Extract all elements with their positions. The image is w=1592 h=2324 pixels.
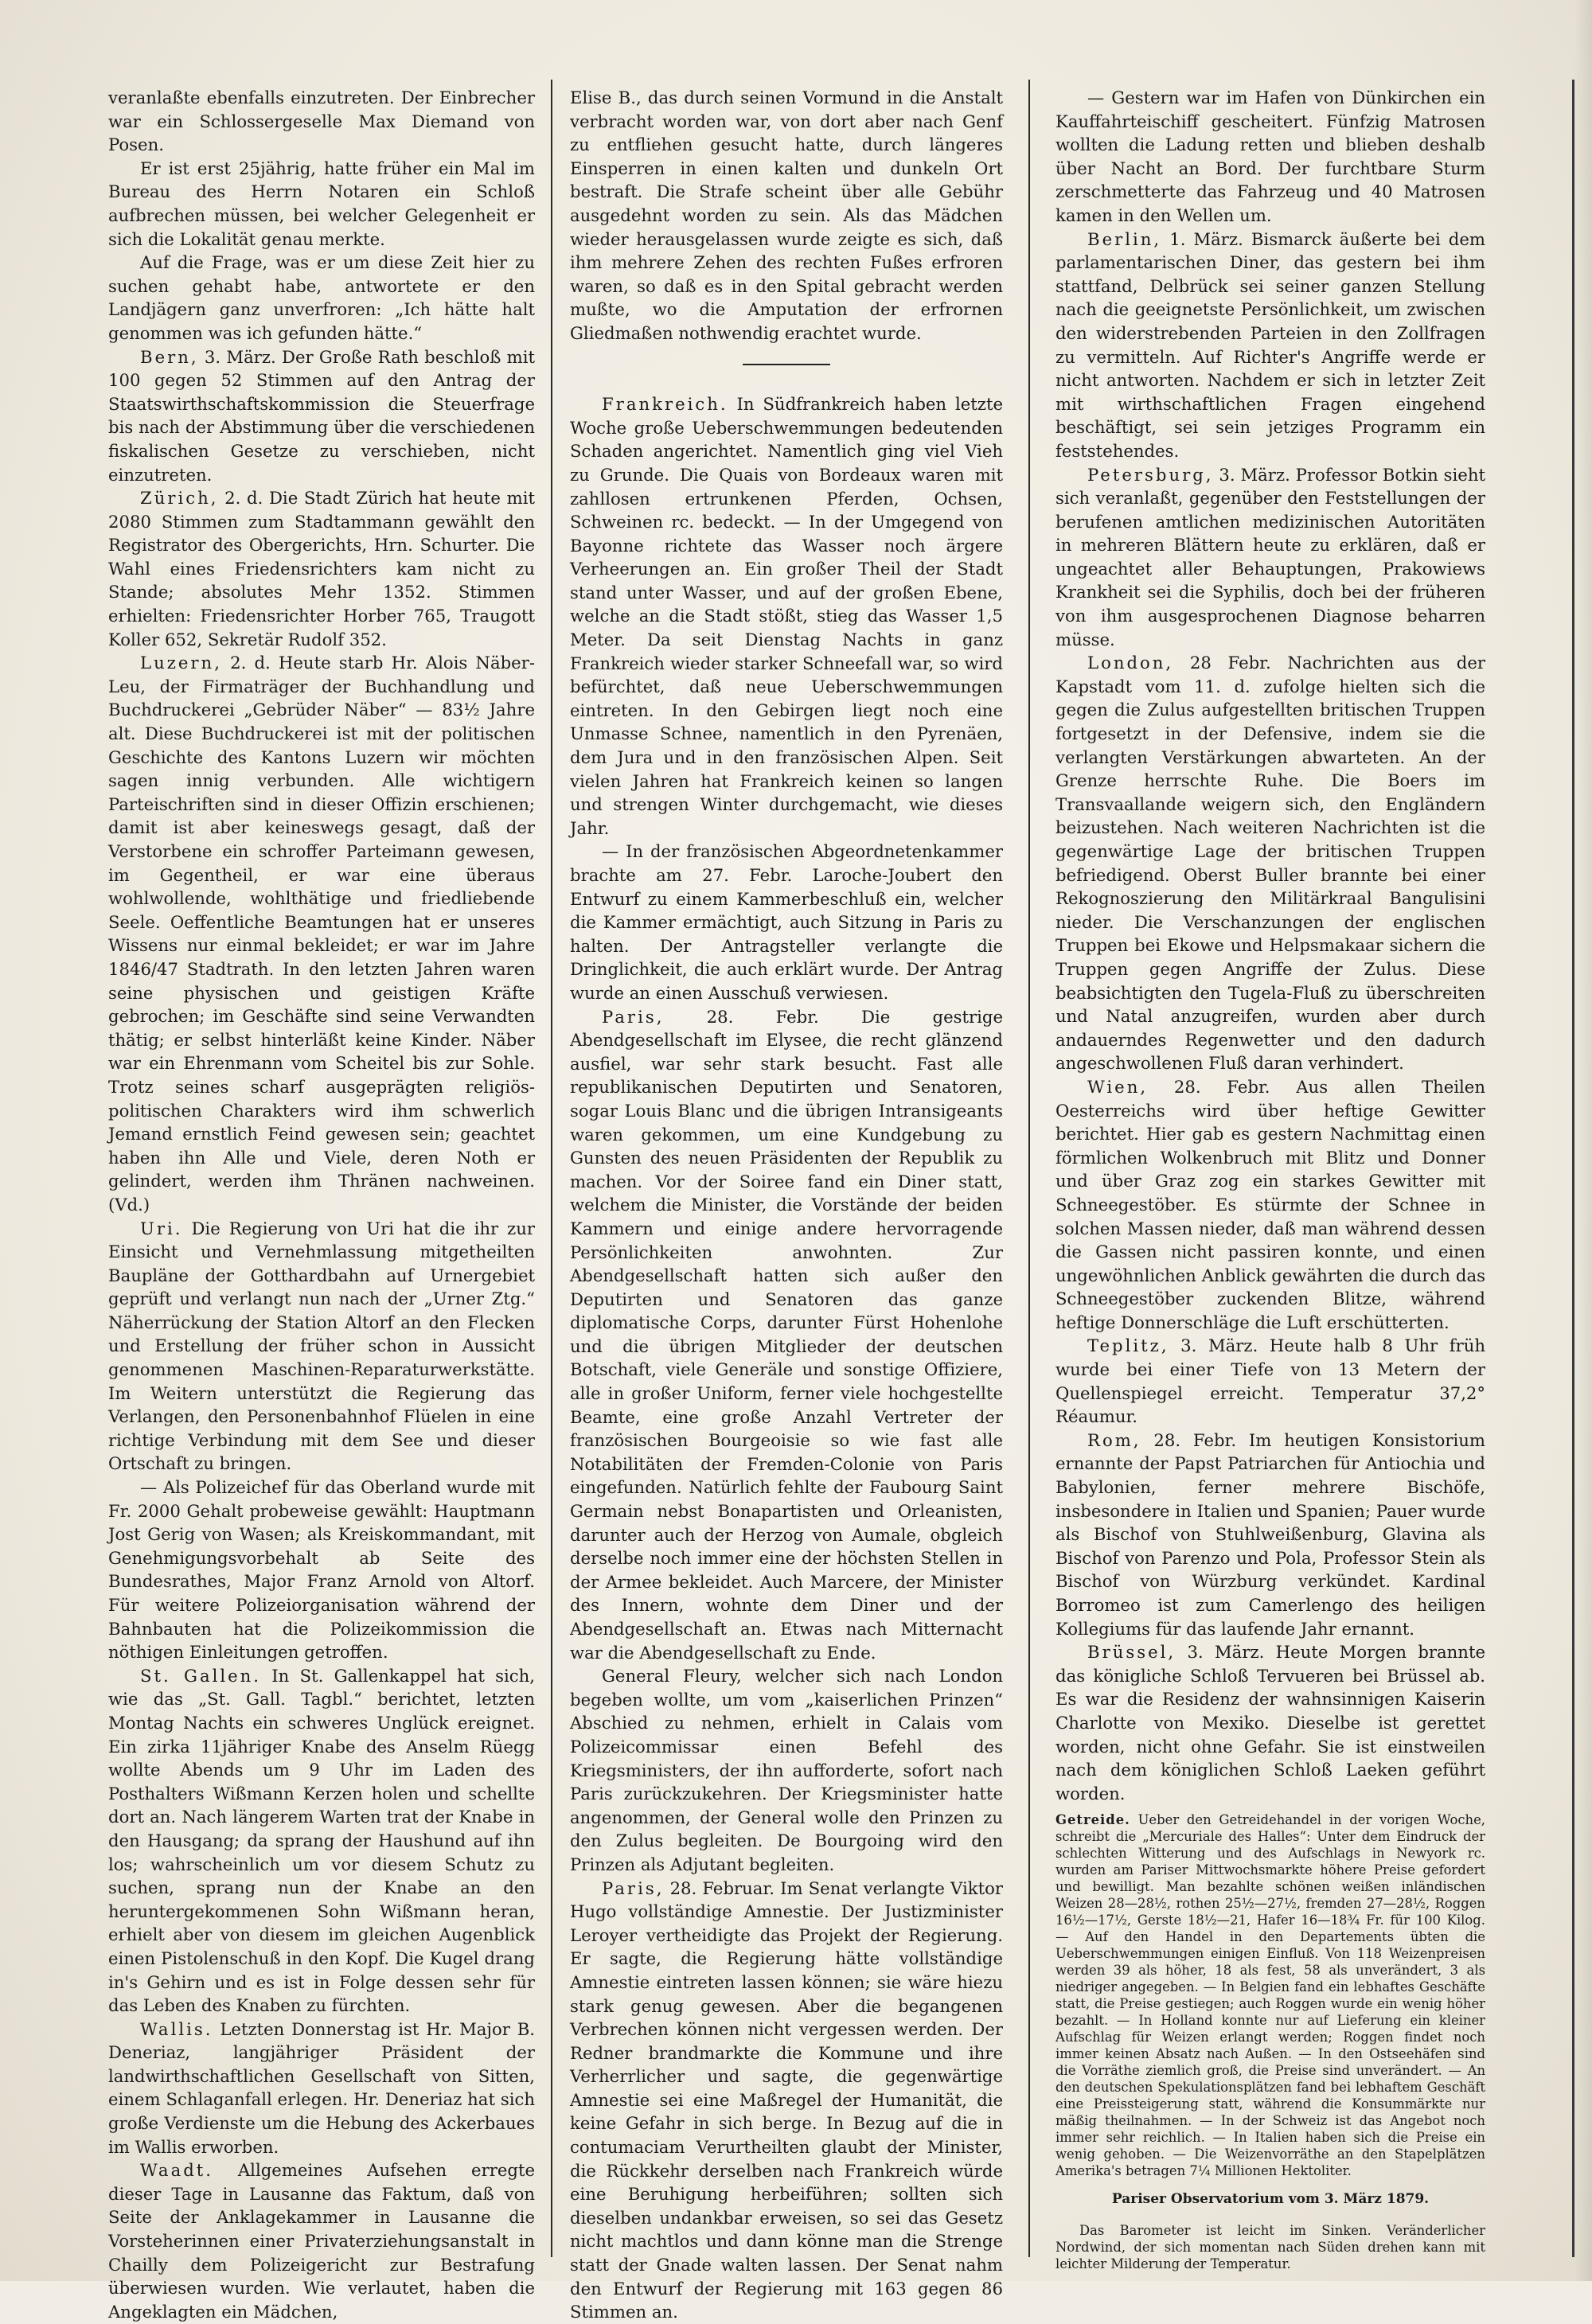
dateline-place: Rom,	[1087, 1429, 1141, 1450]
dateline-place: St. Gallen.	[140, 1665, 262, 1686]
paragraph-text: — Als Polizeichef für das Oberland wurde mit Fr. 2000 Gehalt probeweise gewählt: Hauptmann Jost Gerig von Wasen; als Kreiskommandant, mit Genehmigungsvorbehalt ab Seite des Bundesrathes, Major Franz Arnold von Altorf. Für weitere Polizeiorganisation während der Bahnbauten hat die Polizeikommission die nöthigen Einleitungen getroffen.	[108, 1477, 535, 1663]
dateline-place: Zürich,	[140, 488, 219, 509]
paragraph-text: — Gestern war im Hafen von Dünkirchen ein Kauffahrteischiff gescheitert. Fünfzig Matrosen wollten die Ladung retten und blieben deshalb über Nacht an Bord. Der furchtbare Sturm zerschmetterte das Fahrzeug und 40 Matrosen kamen in den Wellen um.	[1055, 88, 1485, 225]
news-paragraph	[570, 1005, 1003, 1665]
paragraph-text: — In der französischen Abgeordnetenkammer brachte am 27. Febr. Laroche-Joubert den Entwurf zu einem Kammerbeschluß ein, welcher die Kammer ermächtigt, auch Sitzung in Paris zu halten. Der Antragsteller verlangte die Dringlichkeit, die auch erklärt wurde. Der Antrag wurde an einen Ausschuß verwiesen.	[570, 841, 1003, 1003]
dateline-place: Paris,	[602, 1878, 665, 1898]
news-paragraph	[108, 2018, 535, 2159]
dateline-place: Brüssel,	[1087, 1642, 1176, 1663]
dateline-place: Luzern,	[140, 653, 222, 673]
news-paragraph	[108, 486, 535, 651]
news-paragraph	[570, 86, 1003, 345]
paragraph-text: 2. d. Heute starb Hr. Alois Näber-Leu, der Firmaträger der Buchhandlung und Buchdruckerei „Gebrüder Näber“ — 83½ Jahre alt. Diese Buchdruckerei ist mit der politischen Geschichte des Kantons Luzern wir möchten sagen innig verbunden. Alle wichtigern Parteischriften sind in dieser Offizin erschienen; damit ist aber keineswegs gesagt, daß der Verstorbene ein schroffer Parteimann gewesen, im Gegentheil, er war eine überaus wohlwollende, wohlthätige und friedliebende Seele. Oeffentliche Beamtungen hat er unseres Wissens nur einmal bekleidet; er war im Jahre 1846/47 Stadtrath. In den letzten Jahren waren seine physischen und geistigen Kräfte gebrochen; im Geschäfte sind seine Verwandten thätig; er selbst hinterläßt keine Kinder. Näber war ein Ehrenmann vom Scheitel bis zur Sohle. Trotz seines scharf ausgeprägten religiös-politischen Charakters wird ihm schwerlich Jemand ernstlich Feind gewesen sein; geachtet haben ihn Alle und Viele, deren Noth er gelindert, werden ihm Thränen nachweinen. (Vd.)	[108, 653, 535, 1215]
news-paragraph	[108, 345, 535, 487]
news-paragraph	[1055, 1429, 1485, 1640]
paragraph-text: 28. Febr. Aus allen Theilen Oesterreichs wird über heftige Gewitter berichtet. Hier gab es gestern Nachmittag einen förmlichen Wolkenbruch mit Blitz und Donner und über Graz zog ein starkes Gewitter mit Schneegestöber. Es stürmte der Schnee in solchen Massen nieder, daß man während dessen die Gassen nicht passiren konnte, und einen ungewöhnlichen Anblick gewährten die durch das Schneegestöber zuckenden Blitze, während heftige Donnerschläge die Luft erschütterten.	[1055, 1076, 1485, 1332]
news-paragraph	[108, 1476, 535, 1664]
news-paragraph	[108, 157, 535, 251]
column-3	[1055, 86, 1485, 2271]
news-paragraph	[108, 1217, 535, 1476]
dateline-place: Berlin,	[1087, 228, 1162, 249]
news-paragraph	[1055, 651, 1485, 1075]
paragraph-text: In Südfrankreich haben letzte Woche große Ueberschwemmungen bedeutenden Schaden angerichtet. Namentlich ging viel Vieh zu Grunde. Die Quais von Bordeaux waren mit zahllosen ertrunkenen Pferden, Ochsen, Schweinen rc. bedeckt. — In der Umgegend von Bayonne richtete das Wasser noch ärgere Verheerungen an. Ein großer Theil der Stadt stand unter Wasser, und auf der großen Ebene, welche an die Stadt stößt, stieg das Wasser 1,5 Meter. Da seit Dienstag Nachts in ganz Frankreich wieder starker Schneefall war, so wird befürchtet, daß neue Ueberschwemmungen eintreten. In den Gebirgen liegt noch eine Unmasse Schnee, namentlich in den Pyrenäen, dem Jura und in den französischen Alpen. Seit vielen Jahren hat Frankreich keinen so langen und strengen Winter durchgemacht, wie dieses Jahr.	[570, 394, 1003, 838]
dateline-place: Wien,	[1087, 1076, 1149, 1097]
paragraph-text: Elise B., das durch seinen Vormund in die Anstalt verbracht worden war, von dort aber nach Genf zu entfliehen gesucht hatte, durch längeres Einsperren in einen kalten und dunkeln Ort bestraft. Die Strafe scheint über alle Gebühr ausgedehnt worden zu sein. Als das Mädchen wieder herausgelassen wurde zeigte es sich, daß ihm mehrere Zehen des rechten Fußes erfroren waren, so daß es in den Spital gebracht werden mußte, wo die Amputation der erfrornen Gliedmaßen nothwendig erachtet wurde.	[570, 88, 1003, 343]
dateline-place: Paris,	[602, 1006, 665, 1027]
paragraph-text: In St. Gallenkappel hat sich, wie das „St. Gall. Tagbl.“ berichtet, letzten Montag Nachts ein schweres Unglück ereignet. Ein zirka 11jähriger Knabe des Anselm Rüegg wollte Abends um 9 Uhr im Laden des Posthalters Wißmann Kerzen holen und schellte dort an. Nach längerem Warten trat der Knabe in den Hausgang; da sprang der Haushund auf ihn los; wahrscheinlich um vor diesem Schutz zu suchen, sprang nun der Knabe an den heruntergekommenen Sohn Wißmann heran, erhielt aber von diesem im gleichen Augenblick einen Pistolenschuß in den Kopf. Die Kugel drang in's Gehirn und es ist in Folge dessen sehr für das Leben des Knaben zu fürchten.	[108, 1665, 535, 2016]
paragraph-text: 28 Febr. Nachrichten aus der Kapstadt vom 11. d. zufolge hielten sich die gegen die Zulus aufgestellten britischen Truppen fortgesetzt in der Defensive, indem sie die verlangten Verstärkungen abwarteten. An der Grenze herrschte Ruhe. Die Boers im Transvaallande weigern sich, den Engländern beizustehen. Nach weiteren Nachrichten ist die gegenwärtige Lage der britischen Truppen befriedigend. Oberst Buller brannte bei einer Rekognoszierung den Militärkraal Bangulisini nieder. Die Verschanzungen der englischen Truppen bei Ekowe und Helpsmakaar sichern die Truppen gegen Angriffe der Zulus. Diese beabsichtigten den Tugela-Fluß zu überschreiten und Natal anzugreifen, wurden aber durch andauerndes Regenwetter und den dadurch angeschwollenen Fluß daran verhindert.	[1055, 653, 1485, 1074]
paragraph-text: 3. März. Der Große Rath beschloß mit 100 gegen 52 Stimmen auf den Antrag der Staatswirthschaftskommission die Steuerfrage bis nach der Abstimmung über die verschiedenen fiskalischen Gesetze zu verschieben, nicht einzutreten.	[108, 346, 535, 485]
paragraph-text: veranlaßte ebenfalls einzutreten. Der Einbrecher war ein Schlossergeselle Max Diemand von Posen.	[108, 88, 535, 155]
news-paragraph	[108, 86, 535, 157]
news-paragraph	[1055, 1334, 1485, 1428]
paragraph-text: Die Regierung von Uri hat die ihr zur Einsicht und Vernehmlassung mitgetheilten Baupläne der Gotthardbahn auf Urnergebiet geprüft und verlangt nun nach der „Urner Ztg.“ Näherrückung der Station Altorf an den Flecken und Erstellung der früher schon in Aussicht genommenen Maschinen-Reparaturwerkstätte. Im Weitern unterstützt die Regierung das Verlangen, den Personenbahnhof Flüelen in eine richtige Verbindung mit dem See und dieser Ortschaft zu bringen.	[108, 1218, 535, 1474]
market-report-heading: Getreide.	[1055, 1812, 1130, 1828]
paragraph-text: 3. März. Heute Morgen brannte das königliche Schloß Tervueren bei Brüssel ab. Es war die Residenz der wahnsinnigen Kaiserin Charlotte von Mexiko. Dieselbe ist gerettet worden, nicht ohne Gefahr. Sie ist einstweilen nach dem königlichen Schloß Laeken geführt worden.	[1055, 1642, 1485, 1803]
column-divider	[551, 80, 552, 2257]
news-paragraph	[1055, 463, 1485, 652]
dateline-place: Wallis.	[140, 2018, 213, 2039]
observatory-heading: Pariser Observatorium vom 3. März 1879.	[1111, 2191, 1430, 2208]
dateline-place: Petersburg,	[1087, 464, 1214, 485]
paragraph-text: 3. März. Professor Botkin sieht sich veranlaßt, gegenüber den Feststellungen der berufenen amtlichen medizinischen Autoritäten in mehreren Blättern heute zu erklären, daß er ungeachtet aller Behauptungen, Prakowiews Krankheit sei die Syphilis, doch bei der früheren von ihm ausgesprochenen Diagnose beharren müsse.	[1055, 464, 1485, 649]
news-paragraph	[570, 1664, 1003, 1876]
news-paragraph	[1055, 86, 1485, 228]
column-1	[108, 86, 535, 2322]
page-shadow	[1574, 0, 1592, 2281]
paragraph-text: General Fleury, welcher sich nach London begeben wollte, um vom „kaiserlichen Prinzen“ Abschied zu nehmen, erhielt in Calais vom Polizeicommissar einen Befehl des Kriegsministers, der ihn aufforderte, sofort nach Paris zurückzukehren. Der Kriegsminister hatte angenommen, der General wolle den Prinzen zu den Zulus begleiten. De Bourgoing wird den Prinzen als Adjutant begleiten.	[570, 1666, 1003, 1874]
paragraph-text: Er ist erst 25jährig, hatte früher ein Mal im Bureau des Herrn Notaren ein Schloß aufbrechen müssen, bei welcher Gelegenheit er sich die Lokalität genau merkte.	[108, 158, 535, 249]
news-paragraph	[1055, 1640, 1485, 1805]
news-paragraph	[108, 651, 535, 1216]
paragraph-text: 28. Februar. Im Senat verlangte Viktor Hugo vollständige Amnestie. Der Justizminister Leroyer vertheidigte das Projekt der Regierung. Er sagte, die Regierung hätte vollständige Amnestie eintreten lassen können; sie wäre hiezu stark genug gewesen. Aber die begangenen Verbrechen können nicht vergessen werden. Der Redner brandmarkte die Kommune und ihre Verherrlicher und sagte, die gegenwärtige Amnestie sei eine Maßregel der Humanität, die keine Gefahr in sich berge. In Bezug auf die in contumaciam Verurtheilten glaubt der Minister, die Rückkehr derselben nach Frankreich würde eine Beruhigung herbeiführen; sollten sich dieselben undankbar erweisen, so sei das Gesetz nicht machtlos und dann könne man die Strenge statt der Gnade walten lassen. Der Senat nahm den Entwurf der Regierung mit 163 gegen 86 Stimmen an.	[570, 1878, 1003, 2322]
dateline-place: Waadt.	[140, 2160, 214, 2181]
news-paragraph	[108, 251, 535, 345]
column-2	[570, 86, 1003, 2322]
dateline-place: London,	[1087, 653, 1174, 673]
paragraph-text: 2. d. Die Stadt Zürich hat heute mit 2080 Stimmen zum Stadtammann gewählt den Registrator des Obergerichts, Hrn. Schurter. Die Wahl eines Friedensrichters kam nicht zu Stande; absolutes Mehr 1352. Stimmen erhielten: Friedensrichter Horber 765, Traugott Koller 652, Sekretär Rudolf 352.	[108, 488, 535, 649]
paragraph-text: 3. März. Heute halb 8 Uhr früh wurde bei einer Tiefe von 13 Metern der Quellenspiegel erreicht. Temperatur 37,2° Réaumur.	[1055, 1336, 1485, 1427]
dateline-place: Teplitz,	[1087, 1336, 1169, 1356]
dateline-place: Bern,	[140, 346, 199, 367]
section-divider	[570, 352, 1003, 376]
news-paragraph	[570, 392, 1003, 840]
news-paragraph	[570, 840, 1003, 1004]
paragraph-text: Auf die Frage, was er um diese Zeit hier zu suchen gehabt habe, antwortete er den Landjägern ganz unverfroren: „Ich hätte halt genommen was ich gefunden hätte.“	[108, 252, 535, 343]
dateline-place: Frankreich.	[602, 394, 728, 415]
paragraph-text: Allgemeines Aufsehen erregte dieser Tage in Lausanne das Faktum, daß von Seite der Anklagekammer in Lausanne die Vorsteherinnen einer Privaterziehungsanstalt in Chailly dem Polizeigericht zur Bestrafung überwiesen wurden. Wie verlautet, haben die Angeklagten ein Mädchen,	[108, 2160, 535, 2322]
paragraph-text: Letzten Donnerstag ist Hr. Major B. Deneriaz, langjähriger Präsident der landwirthschaftlichen Gesellschaft von Sitten, einem Schlaganfall erlegen. Hr. Deneriaz hat sich große Verdienste um die Hebung des Ackerbaues im Wallis erworben.	[108, 2018, 535, 2157]
news-paragraph	[108, 1664, 535, 2018]
dateline-place: Uri.	[140, 1218, 183, 1238]
news-paragraph	[108, 2158, 535, 2323]
market-report-text: Ueber den Getreidehandel in der vorigen Woche, schreibt die „Mercuriale des Halles“: Unter dem Eindruck der schlechten Witterung und des Aufschlags in Newyork rc. wurden am Pariser Mittwochsmarkte höhere Preise gefordert und bewilligt. Man bezahlte schönen weißen inländischen Weizen 28—28½, rothen 25½—27½, fremden 27—28½, Roggen 16½—17½, Gerste 18½—21, Hafer 16—18¾ Fr. für 100 Kilog. — Auf den Handel in den Departements übten die Ueberschwemmungen einigen Einfluß. Von 118 Weizenpreisen werden 39 als höher, 18 als fest, 58 als unverändert, 3 als niedriger angegeben. — In Belgien fand ein lebhaftes Geschäfte statt, die Preise gestiegen; auch Roggen wurde ein wenig höher bezahlt. — In Holland konnte nur auf Lieferung ein kleiner Aufschlag für Weizen erlangt werden; Roggen findet noch immer keinen Absatz nach Außen. — In den Ostseehäfen sind die Vorräthe ziemlich groß, die Preise sind unverändert. — An den deutschen Spekulationsplätzen fand bei lebhaftem Geschäft eine Preissteigerung statt, während die Konsummärkte nur mäßig theilnahmen. — In der Schweiz ist das Angebot noch immer sehr reichlich. — In Italien haben sich die Preise ein wenig gehoben. — Die Weizenvorräthe an den Stapelplätzen Amerika's betragen 7¼ Millionen Hektoliter.	[1055, 1812, 1485, 2179]
news-paragraph	[1055, 228, 1485, 463]
paragraph-text: 28. Febr. Im heutigen Konsistorium ernannte der Papst Patriarchen für Antiochia und Babylonien, ferner mehrere Bischöfe, insbesondere in Italien und Spanien; Pauer wurde als Bischof von Stuhlweißenburg, Glavina als Bischof von Parenzo und Pola, Professor Stein als Bischof von Würzburg verkündet. Kardinal Borromeo ist zum Camerlengo des heiligen Kollegiums für das laufende Jahr ernannt.	[1055, 1429, 1485, 1639]
news-paragraph	[570, 1877, 1003, 2324]
column-divider	[1028, 80, 1030, 2257]
market-report	[1055, 1811, 1485, 2179]
paragraph-text: 28. Febr. Die gestrige Abendgesellschaft im Elysee, die recht glänzend ausfiel, war sehr stark besucht. Fast alle republikanischen Deputirten und Senatoren, sogar Louis Blanc und die übrigen Intransigeants waren gekommen, um eine Kundgebung zu Gunsten des neuen Präsidenten der Republik zu machen. Vor der Soiree fand ein Diner statt, welchem die Minister, die Vorstände der beiden Kammern und einige andere hervorragende Persönlichkeiten anwohnten. Zur Abendgesellschaft hatten sich außer den Deputirten und Senatoren das ganze diplomatische Corps, darunter Fürst Hohenlohe und die übrigen Mitglieder der deutschen Botschaft, viele Generäle und sonstige Offiziere, alle in großer Uniform, ferner viele hochgestellte Beamte, eine große Anzahl Vertreter der französischen Bourgeoisie so wie fast alle Notabilitäten der Fremden-Colonie von Paris eingefunden. Natürlich fehlte der Faubourg Saint Germain nebst Bonapartisten und Orleanisten, darunter auch der Herzog von Aumale, obgleich derselbe noch immer eine der höchsten Stellen in der Armee bekleidet. Auch Marcere, der Minister des Innern, wohnte dem Diner und der Abendgesellschaft an. Etwas nach Mitternacht war die Abendgesellschaft zu Ende.	[570, 1006, 1003, 1663]
news-paragraph	[1055, 1075, 1485, 1335]
observatory-report: Das Barometer ist leicht im Sinken. Veränderlicher Nordwind, der sich momentan nach Süden drehen kann mit leichter Milderung der Temperatur.	[1055, 2222, 1485, 2271]
paragraph-text: 1. März. Bismarck äußerte bei dem parlamentarischen Diner, das gestern bei ihm stattfand, Delbrück sei seiner ganzen Stellung nach die geeignetste Persönlichkeit, um zwischen den widerstrebenden Parteien in den Zollfragen zu vermitteln. Auf Richter's Angriffe werde er nicht antworten. Nachdem er sich in letzter Zeit mit wirthschaftlichen Fragen eingehend beschäftigt, sei sein jetziges Programm ein feststehendes.	[1055, 228, 1485, 461]
